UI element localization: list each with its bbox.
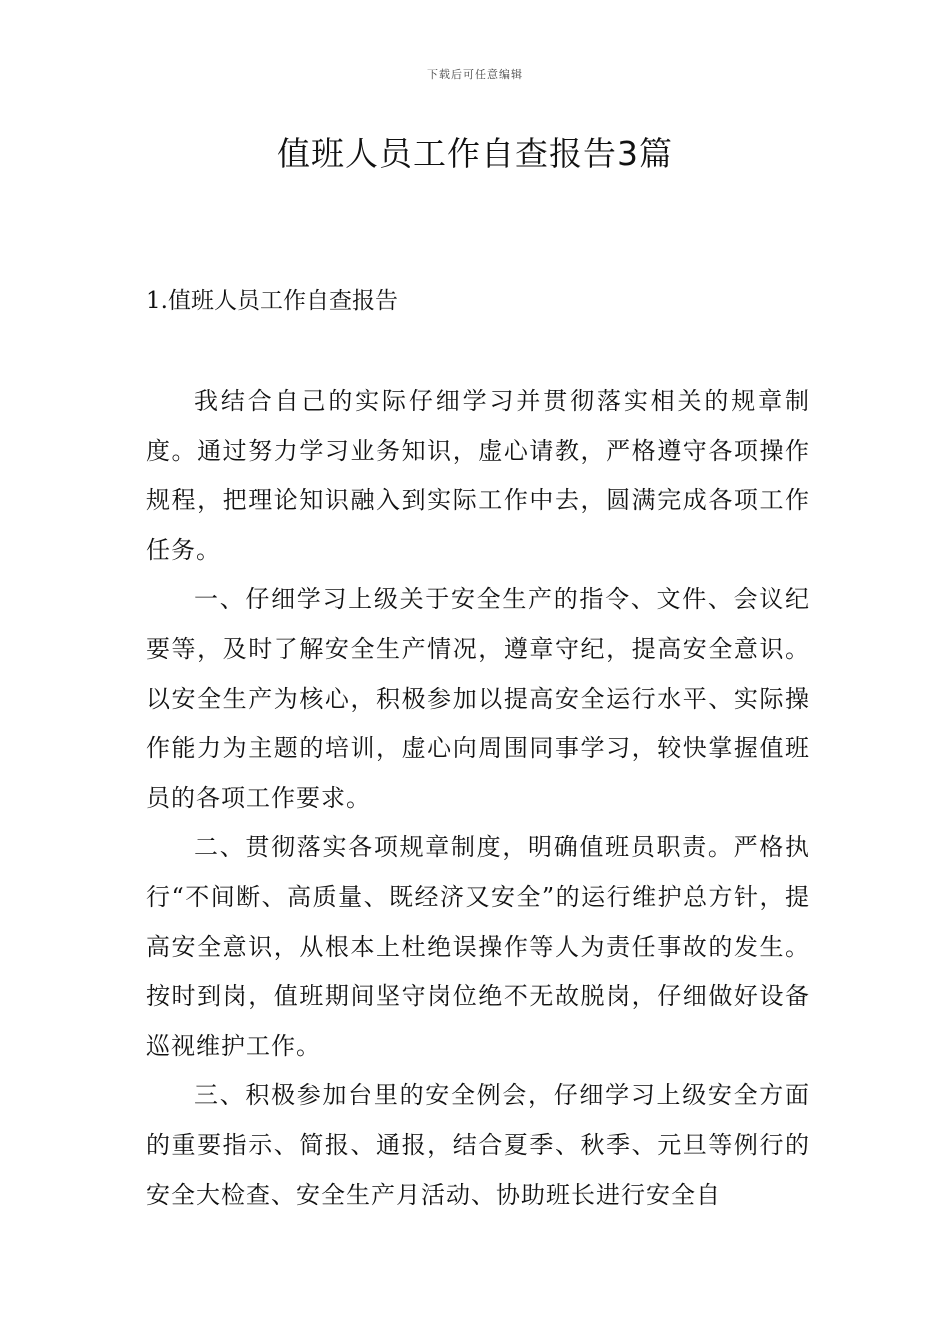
document-body xyxy=(146,377,810,1220)
paragraph-two: 二、贯彻落实各项规章制度，明确值班员职责。严格执行“不间断、高质量、既经济又安全”的运行维护总方针，提高安全意识，从根本上杜绝误操作等人为责任事故的发生。按时到岗，值班期间坚守岗位绝不无故脱岗，仔细做好设备巡视维护工作。 xyxy=(146,833,810,1060)
document-title: 值班人员工作自查报告3篇 xyxy=(277,134,673,173)
header-note: 下载后可任意编辑 xyxy=(427,68,523,81)
section-heading: 1.值班人员工作自查报告 xyxy=(146,288,398,314)
paragraph-intro: 我结合自己的实际仔细学习并贯彻落实相关的规章制度。通过努力学习业务知识，虚心请教，严格遵守各项操作规程，把理论知识融入到实际工作中去，圆满完成各项工作任务。 xyxy=(146,387,810,564)
paragraph-one: 一、仔细学习上级关于安全生产的指令、文件、会议纪要等，及时了解安全生产情况，遵章守纪，提高安全意识。以安全生产为核心，积极参加以提高安全运行水平、实际操作能力为主题的培训，虚心向周围同事学习，较快掌握值班员的各项工作要求。 xyxy=(146,585,810,812)
paragraph-three: 三、积极参加台里的安全例会，仔细学习上级安全方面的重要指示、简报、通报，结合夏季、秋季、元旦等例行的安全大检查、安全生产月活动、协助班长进行安全自 xyxy=(146,1081,810,1209)
